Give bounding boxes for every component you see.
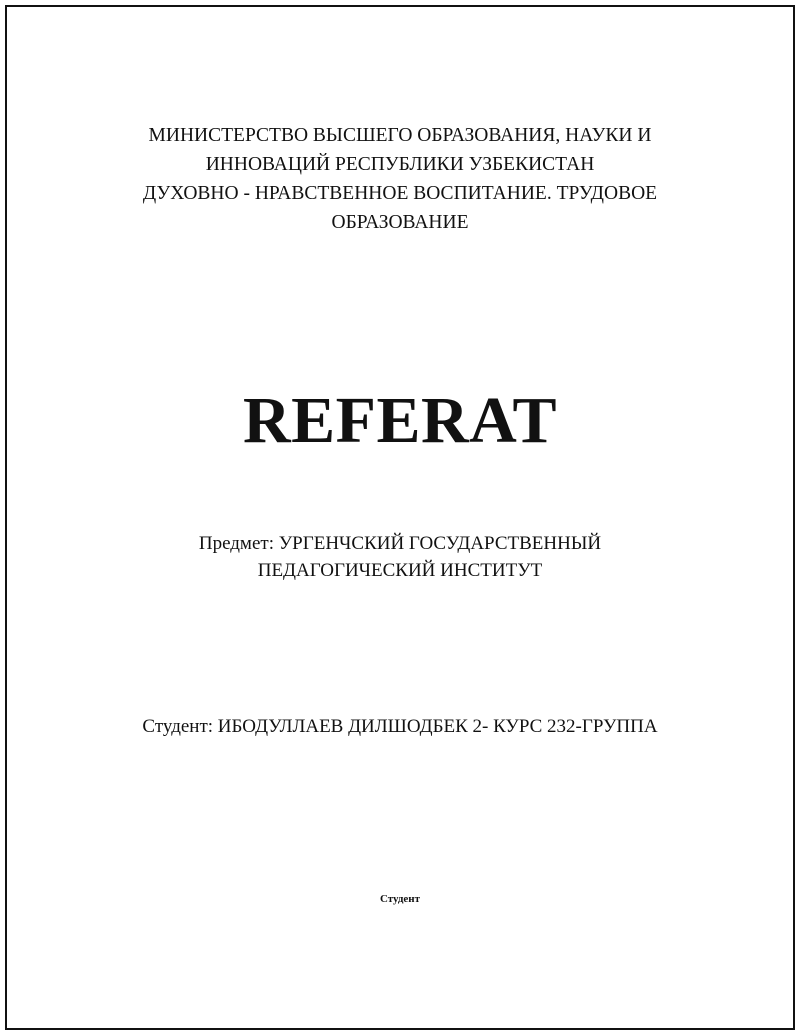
ministry-header-line-1: МИНИСТЕРСТВО ВЫСШЕГО ОБРАЗОВАНИЯ, НАУКИ И [148, 125, 652, 146]
ministry-header-line-3: ДУХОВНО - НРАВСТВЕННОЕ ВОСПИТАНИЕ. ТРУДОВОЕ [142, 183, 658, 204]
subject-line-2: ПЕДАГОГИЧЕСКИЙ ИНСТИТУТ [257, 560, 543, 581]
ministry-header-line-2: ИННОВАЦИЙ РЕСПУБЛИКИ УЗБЕКИСТАН [205, 154, 595, 175]
subject-line-1: Предмет: УРГЕНЧСКИЙ ГОСУДАРСТВЕННЫЙ [198, 533, 602, 554]
footer-student-label: Студент [379, 893, 421, 905]
subject-block [0, 530, 800, 584]
ministry-header [0, 121, 800, 237]
document-title: REFERAT [243, 384, 557, 457]
ministry-header-line-4: ОБРАЗОВАНИЕ [331, 212, 469, 233]
student-info: Студент: ИБОДУЛЛАЕВ ДИЛШОДБЕК 2- КУРС 232-ГРУППА [142, 716, 658, 737]
